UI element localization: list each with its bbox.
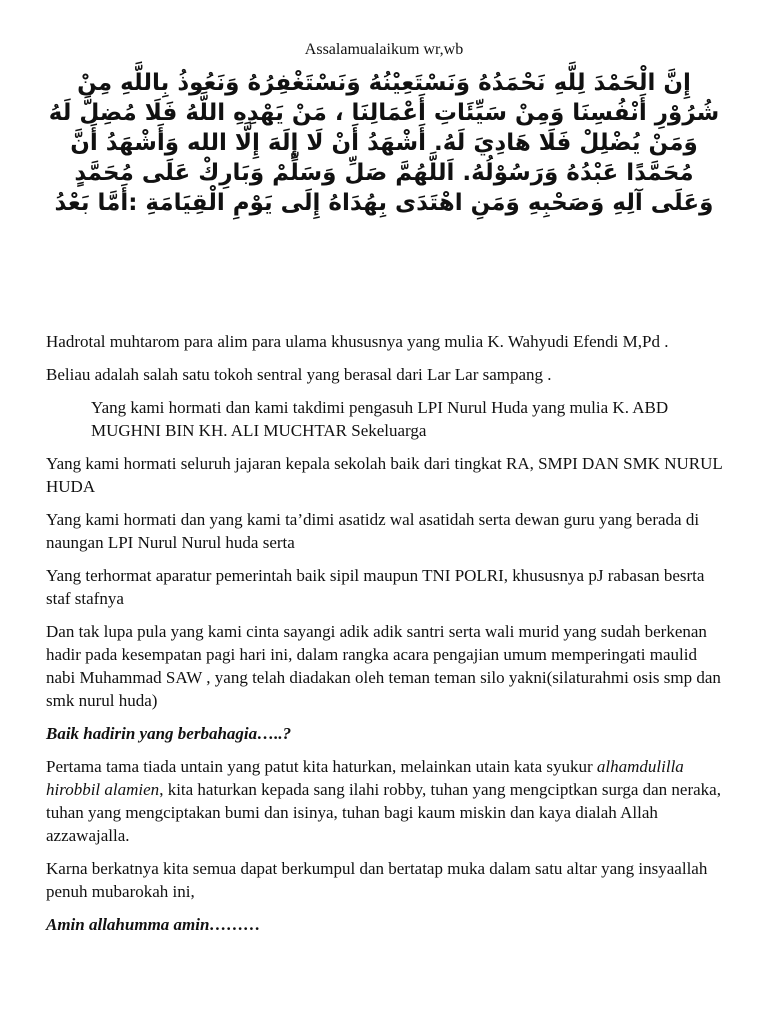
paragraph-salutation-students: Dan tak lupa pula yang kami cinta sayangi adik adik santri serta wali murid yang sudah berkenan hadir pada kesempatan pagi hari ini, dalam rangka acara pengajian umum memperingati maulid nabi Muhammad SAW , yang telah diadakan oleh teman teman silo yakni(silaturahmi osis smp dan smk nurul huda) — [46, 622, 721, 710]
paragraph-gratitude — [46, 755, 726, 847]
document-body — [46, 330, 726, 946]
gratitude-italic-phrase: alhamdulilla hirobbil alamien — [46, 757, 684, 799]
gratitude-text-start: Pertama tama tiada untain yang patut kita haturkan, melainkan utain kata syukur — [46, 757, 597, 776]
paragraph-salutation-caretaker: Yang kami hormati dan kami takdimi pengasuh LPI Nurul Huda yang mulia K. ABD MUGHNI BIN KH. ALI MUCHTAR Sekeluarga — [91, 398, 669, 440]
paragraph-salutation-principals: Yang kami hormati seluruh jajaran kepala sekolah baik dari tingkat RA, SMPI DAN SMK NURUL HUDA — [46, 454, 723, 496]
paragraph-amin: Amin allahumma amin……… — [46, 915, 261, 934]
paragraph-salutation-scholars: Hadrotal muhtarom para alim para ulama khususnya yang mulia K. Wahyudi Efendi M,Pd . — [46, 332, 669, 351]
arabic-opening-prayer: إِنَّ الْحَمْدَ لِلَّهِ نَحْمَدُهُ وَنَسْتَعِيْنُهُ وَنَسْتَغْفِرُهُ وَنَعُوذُ بِاللَّهِ مِنْ شُرُوْرِ أَنْفُسِنَا وَمِنْ سَيِّئَاتِ أَعْمَالِنَا ، مَنْ يَهْدِهِ اللَّهُ فَلَا مُضِلَّ لَهُ وَمَنْ يُضْلِلْ فَلَا هَادِيَ لَهُ. أَشْهَدُ أَنْ لَا إِلَهَ إِلَّا الله وَأَشْهَدُ أَنَّ مُحَمَّدًا عَبْدُهُ وَرَسُوْلُهُ. اَللَّهُمَّ صَلِّ وَسَلِّمْ وَبَارِكْ عَلَى مُحَمَّدٍ وَعَلَى آلِهِ وَصَحْبِهِ وَمَنِ اهْتَدَى بِهُدَاهُ إِلَى يَوْمِ الْقِيَامَةِ :أَمَّا بَعْدُ — [48, 70, 720, 216]
greeting-heading: Assalamualaikum wr,wb — [304, 41, 464, 58]
paragraph-audience-greeting: Baik hadirin yang berbahagia…..? — [46, 724, 292, 743]
gratitude-text-end: , kita haturkan kepada sang ilahi robby, tuhan yang mengciptkan surga dan neraka, tuhan yang mengciptakan bumi dan isinya, tuhan bagi kaum miskin dan kaya dialah Allah azzawajalla. — [46, 780, 721, 845]
paragraph-gathering: Karna berkatnya kita semua dapat berkumpul dan bertatap muka dalam satu altar yang insyaallah penuh mubarokah ini, — [46, 859, 708, 901]
paragraph-salutation-officials: Yang terhormat aparatur pemerintah baik sipil maupun TNI POLRI, khususnya pJ rabasan besrta staf stafnya — [46, 566, 705, 608]
paragraph-salutation-teachers: Yang kami hormati dan yang kami ta’dimi asatidz wal asatidah serta dewan guru yang berada di naungan LPI Nurul Nurul huda serta — [46, 510, 700, 552]
paragraph-about-figure: Beliau adalah salah satu tokoh sentral yang berasal dari Lar Lar sampang . — [46, 365, 552, 384]
